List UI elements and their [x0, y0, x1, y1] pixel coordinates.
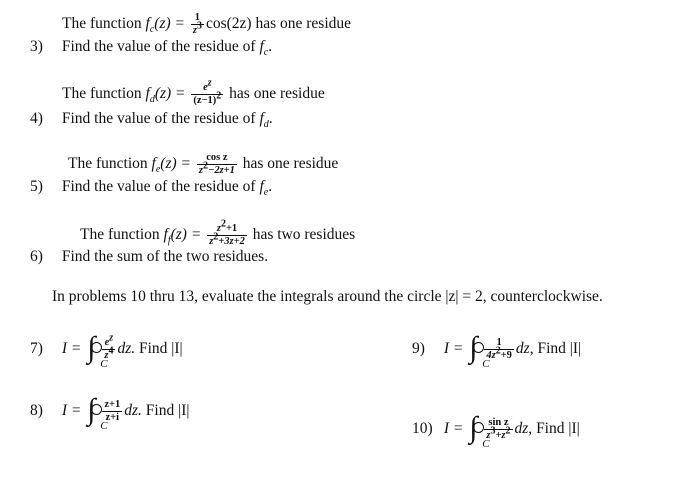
numerator: 1: [194, 12, 201, 23]
function-name: f: [145, 15, 150, 33]
problem-2-statement: [62, 12, 351, 37]
numerator: 1: [496, 337, 502, 348]
numerator: z+1: [104, 399, 121, 410]
denominator: $z^3+z^2$: [486, 425, 511, 441]
problem-6-question: 6) Find the sum of the two residues.: [30, 248, 269, 265]
numerator: $e^z$: [104, 332, 114, 348]
problem-number: 3): [30, 38, 43, 55]
function-subscript: c: [149, 24, 155, 36]
numerator: sin z: [488, 417, 509, 428]
find-instruction: Find |I|: [138, 340, 183, 358]
problem-4-question: 4) Find the value of the residue of $f_d$.: [30, 110, 273, 131]
integral-8: 8) I = ∫ C $\frac{z+1}{z+i}$ dz. Find |I|: [30, 393, 190, 433]
fraction: [207, 218, 247, 248]
problem-3-statement: The function $f_d(z)$ = $\frac{e^z}{(z-1)^2}$ has one residue: [62, 77, 325, 106]
find-instruction: Find |I|: [537, 340, 582, 358]
problem-5-statement: The function $f_f(z)$ = $\frac{z^2+1}{z^2+3z+2}$ has two residues: [80, 218, 356, 247]
denominator: $4z^2+9$: [486, 345, 512, 361]
function-argument: (z) =: [154, 15, 185, 33]
problem-3-question: 3) Find the value of the residue of $f_c$.: [30, 38, 273, 59]
denominator: $z^4$: [104, 345, 114, 361]
question-text: Find the value of the residue of: [61, 38, 256, 55]
denominator: z+i: [102, 411, 122, 424]
statement-prefix: The function: [62, 15, 142, 33]
fraction: [191, 77, 223, 107]
problem-4-statement: The function $f_e(z)$ = $\frac{\text{cos z}}{z^2-2z+1}$ has one residue: [68, 152, 339, 176]
numerator: $z^2+1$: [216, 218, 238, 234]
denominator: $z^2-2z+1$: [198, 160, 235, 176]
denominator: $z^3$: [192, 20, 202, 36]
contour-integral-icon: ∫ C: [469, 331, 490, 371]
integral-9: 9) I = ∫ C $\frac{1}{4z^2+9}$ dz, Find |I|: [412, 331, 582, 371]
statement-suffix: has one residue: [255, 15, 352, 33]
integral-10: 10) I = ∫ C $\frac{\text{sin z}}{z^3+z^2}$ dz, Find |I|: [412, 411, 580, 451]
find-instruction: Find |I|: [145, 402, 190, 420]
denominator: $(z-1)^2$: [193, 90, 222, 106]
after-fraction: cos(2z): [205, 15, 252, 33]
integral-7: 7) I = ∫ C $\frac{e^z}{z^4}$ dz. Find |I|: [30, 331, 183, 371]
numerator: cos z: [206, 152, 228, 163]
contour-integral-icon: ∫ C: [87, 393, 108, 433]
contour-integral-icon: ∫ C: [87, 331, 108, 371]
fraction: [191, 12, 204, 37]
denominator: $z^2+3z+2$: [209, 231, 245, 247]
problem-5-question: 5) Find the value of the residue of $f_e$.: [30, 178, 273, 199]
fraction: [197, 152, 237, 177]
instructions: In problems 10 thru 13, evaluate the integrals around the circle |z| = 2, counterclockwise.: [52, 288, 603, 305]
numerator: $e^z$: [203, 77, 212, 93]
find-instruction: Find |I|: [536, 420, 580, 438]
contour-integral-icon: ∫ C: [469, 411, 490, 451]
